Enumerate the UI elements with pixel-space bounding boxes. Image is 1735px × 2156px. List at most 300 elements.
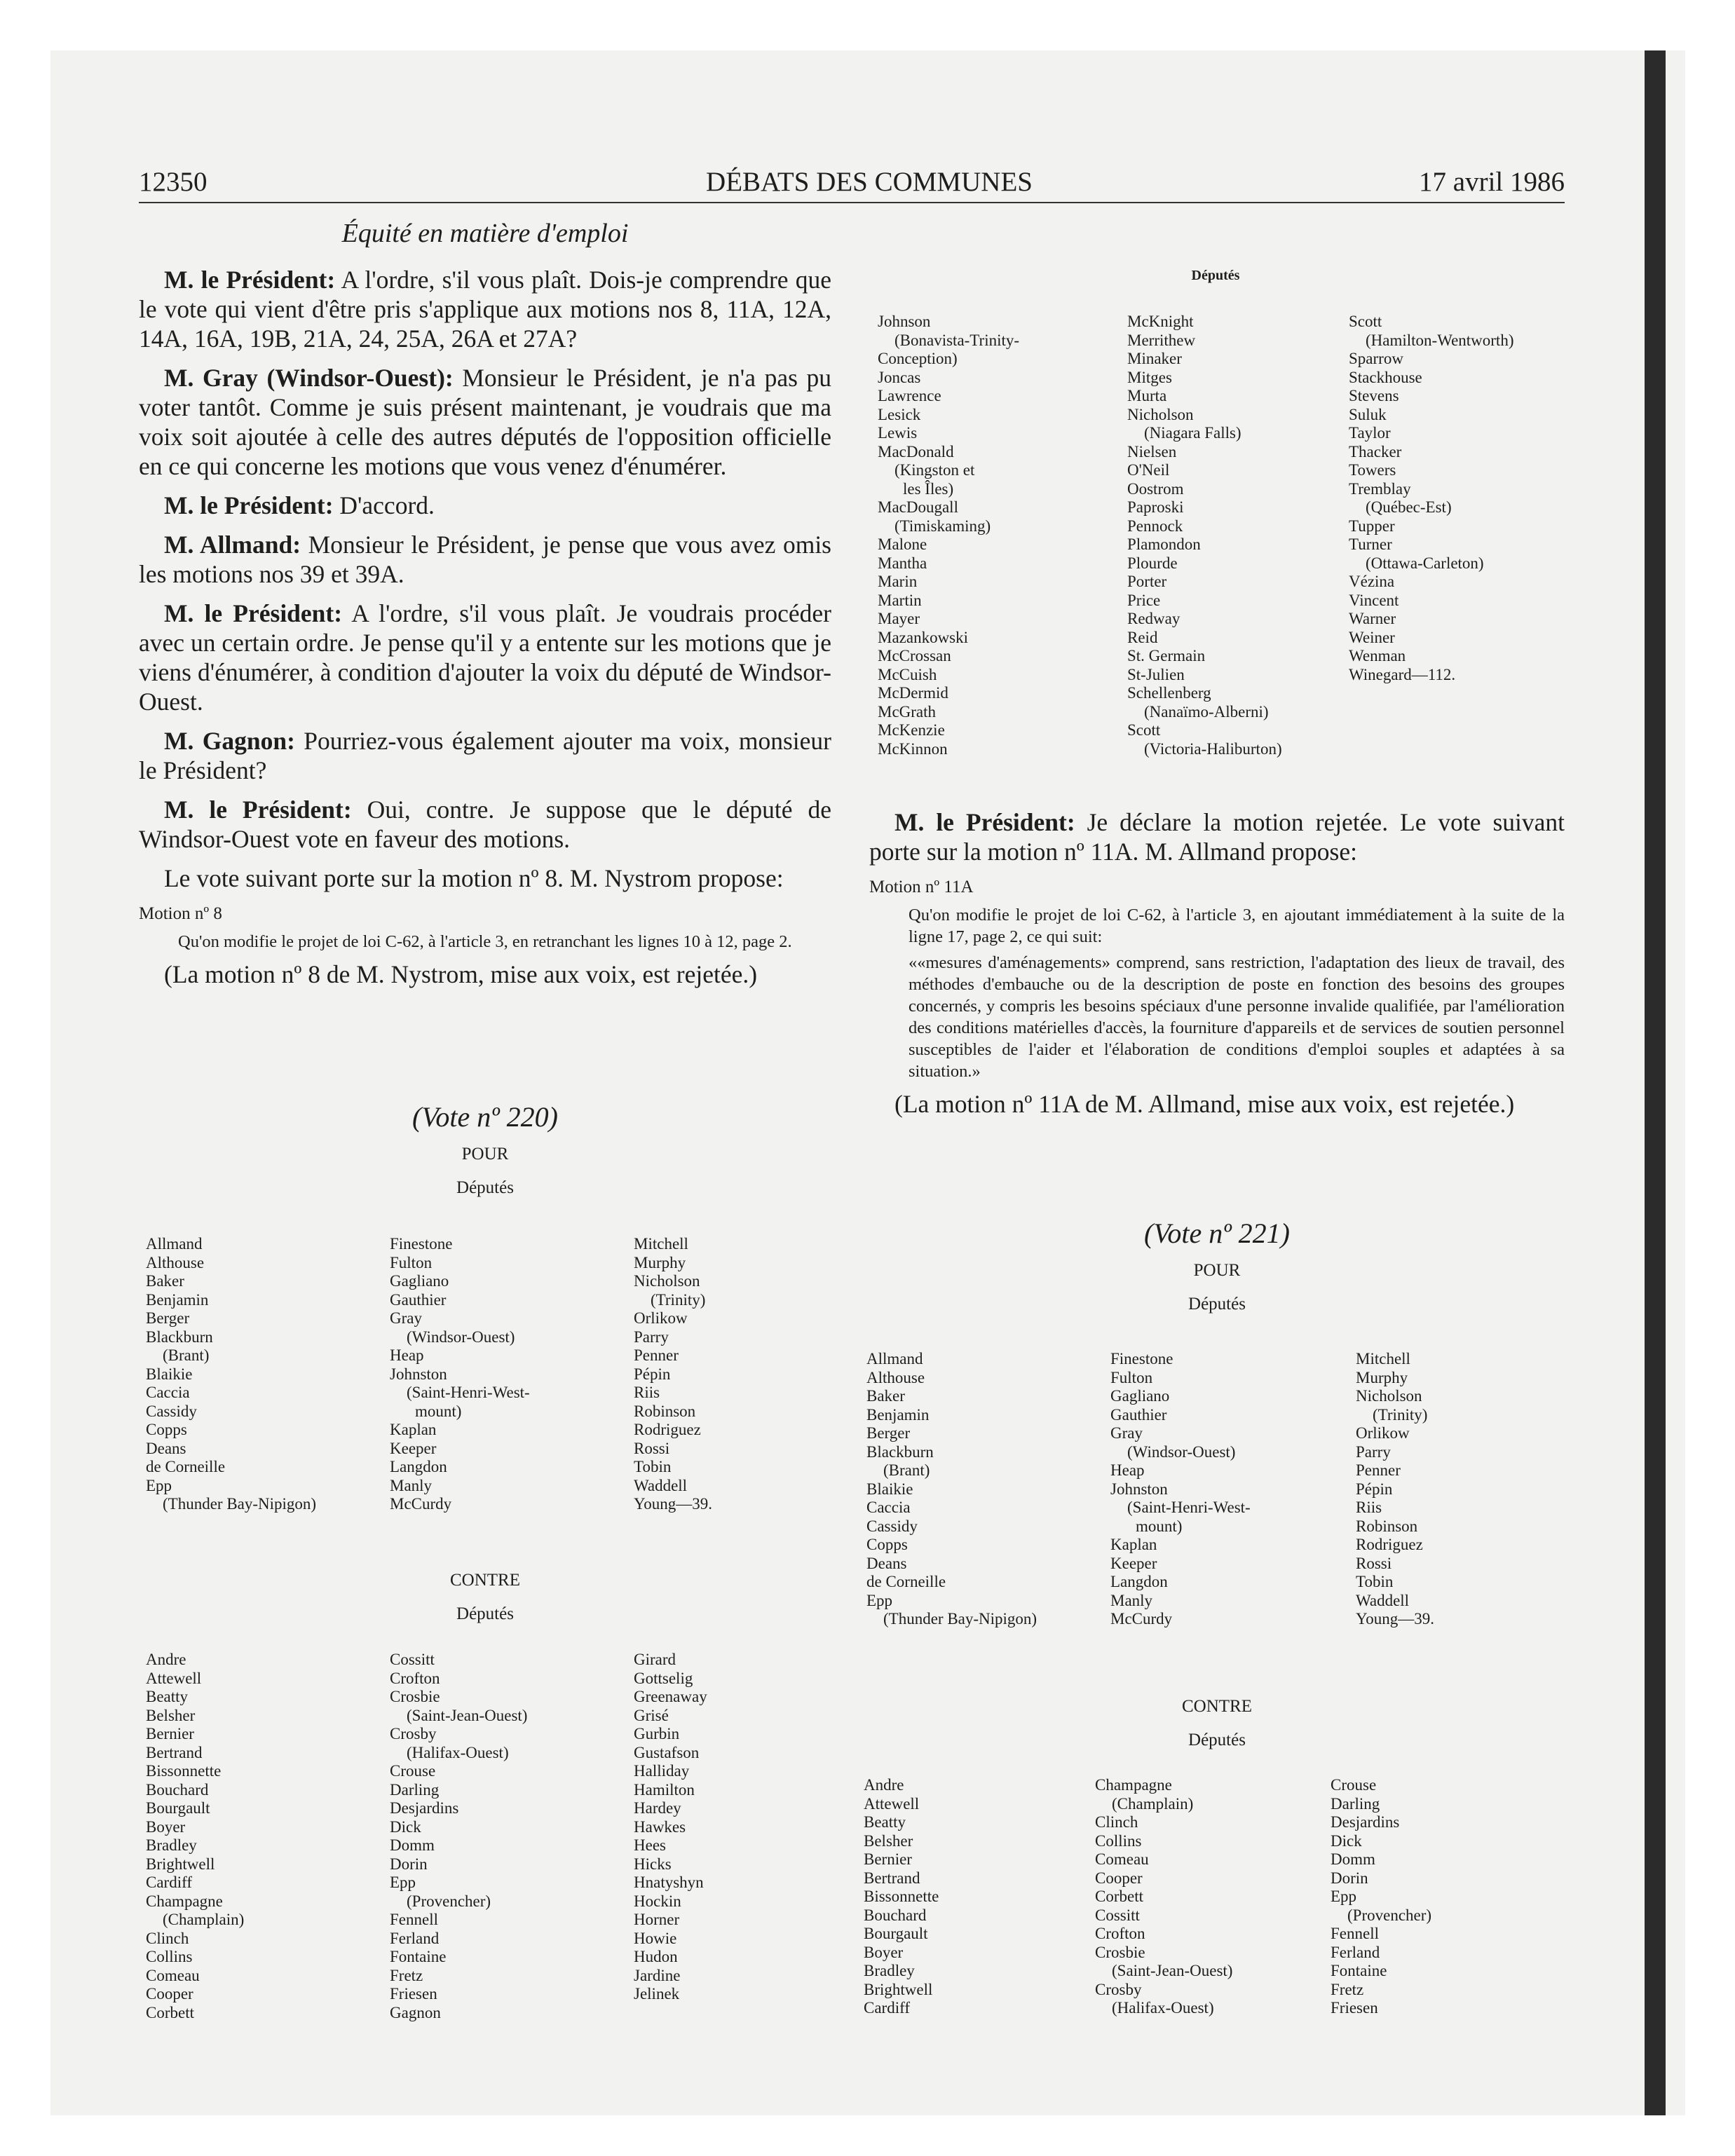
deputy-name: Fretz (390, 1966, 423, 1984)
deputy-name: St-Julien (1127, 665, 1185, 683)
deputy-name: Price (1127, 591, 1161, 609)
deputy-name: Malone (878, 535, 927, 553)
deputy-name: Girard (634, 1651, 676, 1668)
speech (139, 265, 831, 353)
deputy-name: Stevens (1349, 387, 1399, 404)
deputy-name: Darling (390, 1780, 440, 1799)
deputy-name: Domm (1331, 1850, 1375, 1868)
deputy-name: Boyer (146, 1817, 186, 1836)
deputy-name: Orlikow (1356, 1424, 1410, 1442)
vote-221-contre-col-3 (1331, 1776, 1431, 2018)
right-deputes-heading (869, 265, 1562, 286)
deputy-name: Mitges (1127, 368, 1172, 386)
deputes-label: Députés (456, 1178, 514, 1197)
deputy-name: Brightwell (146, 1855, 215, 1873)
speaker: M. le Président: (894, 808, 1075, 836)
deputy-name: Dick (390, 1817, 421, 1836)
deputy-name: McDermid (878, 684, 948, 702)
deputy-name: Mitchell (634, 1235, 688, 1253)
deputy-name: (Saint-Jean-Ouest) (1112, 1962, 1233, 1979)
deputy-name: Heap (390, 1346, 424, 1364)
deputy-name: Pennock (1127, 517, 1183, 535)
deputy-name: Gray (1110, 1424, 1143, 1442)
page-title: DÉBATS DES COMMUNES (706, 167, 1033, 197)
deputy-name: (Saint-Henri-West- (1127, 1499, 1251, 1516)
deputy-name: Vincent (1349, 591, 1399, 609)
deputy-name: Attewell (146, 1669, 202, 1687)
page-number: 12350 (139, 167, 207, 197)
deputy-name: Nicholson (634, 1272, 700, 1290)
deputy-name: Deans (866, 1554, 907, 1572)
deputy-name: Corbett (1095, 1888, 1143, 1905)
speaker: M. le Président: (164, 491, 334, 519)
deputy-name: (Provencher) (1347, 1906, 1432, 1924)
contre-label: CONTRE (1182, 1697, 1252, 1716)
deputy-name: Penner (634, 1346, 679, 1364)
deputy-name: Grisé (634, 1706, 669, 1724)
deputy-name: Bouchard (146, 1780, 209, 1799)
motion-text-paragraph: Qu'on modifie le projet de loi C-62, à l'article 3, en retranchant les lignes 10 à 12, page 2. (178, 932, 792, 951)
deputes-label: Députés (1191, 268, 1240, 283)
deputy-name: O'Neil (1127, 461, 1170, 479)
deputy-name: Boyer (864, 1943, 904, 1961)
deputy-name: Allmand (146, 1235, 203, 1253)
deputy-name: Cassidy (146, 1402, 197, 1420)
pour-label: POUR (1193, 1261, 1241, 1280)
deputy-name: Conception) (878, 350, 958, 367)
deputes-label: Députés (456, 1604, 514, 1623)
deputy-name: Hamilton (634, 1780, 695, 1799)
motion-text (869, 904, 1565, 1082)
vote-220-pour-col-1 (146, 1235, 316, 1514)
deputy-name: Gagliano (390, 1272, 449, 1290)
deputy-name: Rodriguez (634, 1421, 701, 1438)
deputy-name: Dorin (1331, 1869, 1368, 1887)
deputy-name: Paproski (1127, 498, 1184, 516)
speech (139, 864, 831, 893)
deputy-name: Parry (634, 1328, 669, 1346)
deputy-name: Bourgault (864, 1925, 928, 1942)
deputy-name: Cossitt (1095, 1906, 1140, 1924)
deputy-name: Gagnon (390, 2003, 441, 2021)
deputy-name: (Brant) (883, 1461, 930, 1479)
deputy-name: McCurdy (1110, 1610, 1173, 1628)
continued-col-2 (1127, 313, 1282, 758)
deputy-name: St. Germain (1127, 647, 1206, 664)
deputy-name: Gauthier (1110, 1405, 1167, 1424)
speech (139, 363, 831, 481)
speaker: M. Gagnon: (164, 727, 295, 755)
deputy-name: Minaker (1127, 350, 1182, 367)
deputy-name: Joncas (878, 368, 921, 386)
deputy-name: Attewell (864, 1794, 920, 1813)
vote-221-contre-col-2 (1095, 1776, 1232, 2018)
deputy-name: Bouchard (864, 1906, 927, 1924)
deputy-name: Crouse (1331, 1776, 1377, 1794)
deputy-name: Epp (390, 1874, 416, 1891)
deputy-name: Epp (1331, 1888, 1357, 1905)
deputy-name: Stackhouse (1349, 368, 1422, 386)
deputy-name: Tobin (1356, 1573, 1394, 1590)
continued-col-3 (1349, 313, 1513, 684)
deputy-name: Crosbie (390, 1688, 440, 1705)
speech-text: Monsieur le Président, je pense que vous avez omis les motions nos 39 et 39A. (139, 531, 831, 588)
deputy-name: Bertrand (864, 1869, 920, 1887)
deputy-name: Kaplan (390, 1421, 437, 1438)
deputy-name: Mantha (878, 554, 927, 572)
deputy-name: Johnson (878, 313, 931, 330)
deputy-name: Fontaine (1331, 1962, 1387, 1979)
deputy-name: (Saint-Henri-West- (407, 1384, 530, 1401)
deputy-name: Collins (146, 1948, 193, 1965)
deputy-name: Dick (1331, 1831, 1362, 1850)
deputy-name: Allmand (866, 1350, 923, 1367)
deputy-name: Vézina (1349, 573, 1395, 590)
deputy-name: Crosbie (1095, 1943, 1145, 1961)
deputy-name: Hees (634, 1836, 666, 1854)
deputy-name: Cooper (1095, 1869, 1143, 1887)
motion-result: (La motion nº 8 de M. Nystrom, mise aux voix, est rejetée.) (164, 960, 758, 988)
deputy-name: Fulton (390, 1253, 433, 1271)
deputy-name: Oostrom (1127, 479, 1184, 498)
motion-result: (La motion nº 11A de M. Allmand, mise aux voix, est rejetée.) (894, 1090, 1515, 1118)
vote-220-pour-col-2 (390, 1235, 530, 1514)
deputy-name: Beatty (146, 1688, 189, 1705)
deputy-name: Blackburn (146, 1328, 213, 1346)
deputy-name: Friesen (390, 1985, 437, 2003)
deputy-name: Winegard—112. (1349, 665, 1456, 683)
deputy-name: Desjardins (1331, 1813, 1400, 1831)
deputy-name: Ferland (1331, 1943, 1380, 1961)
deputy-name: Comeau (1095, 1850, 1149, 1868)
deputy-name: Crofton (1095, 1925, 1145, 1942)
vote-220-contre-heading (139, 1570, 831, 1625)
deputy-name: Lawrence (878, 387, 941, 404)
deputy-name: (Kingston et (894, 461, 975, 479)
deputy-name: Domm (390, 1836, 435, 1854)
deputy-name: Thacker (1349, 442, 1402, 460)
deputy-name: Greenaway (634, 1688, 707, 1705)
motion-text (139, 931, 831, 953)
deputy-name: (Timiskaming) (894, 517, 991, 535)
deputy-name: Cardiff (864, 1999, 911, 2017)
deputy-name: Brightwell (864, 1980, 933, 1998)
deputy-name: (Trinity) (1373, 1405, 1428, 1424)
left-speeches (139, 265, 831, 893)
deputy-name: Howie (634, 1929, 677, 1947)
deputy-name: Reid (1127, 628, 1158, 646)
deputy-name: Andre (146, 1651, 186, 1668)
speaker: M. le Président: (164, 266, 336, 294)
deputy-name: Jardine (634, 1966, 681, 1984)
deputy-name: Bertrand (146, 1743, 203, 1761)
motion-label: Motion nº 11A (869, 878, 974, 896)
speech-text: Pourriez-vous également ajouter ma voix, monsieur le Président? (139, 727, 832, 784)
deputy-name: Johnston (1110, 1480, 1168, 1498)
deputy-name: Fennell (1331, 1925, 1379, 1942)
deputy-name: Weiner (1349, 628, 1395, 646)
deputy-name: MacDonald (878, 442, 954, 460)
deputy-name: Crosby (390, 1725, 437, 1742)
speech (139, 599, 831, 716)
deputy-name: (Saint-Jean-Ouest) (407, 1706, 528, 1724)
deputy-name: Riis (634, 1384, 660, 1401)
page-date: 17 avril 1986 (1419, 167, 1565, 197)
deputy-name: Turner (1349, 535, 1392, 553)
deputy-name: Gray (390, 1309, 422, 1327)
deputy-name: Rossi (634, 1439, 670, 1457)
speech (869, 807, 1565, 866)
deputy-name: Tupper (1349, 517, 1395, 535)
vote-220-heading (139, 1100, 831, 1199)
deputy-name: Ferland (390, 1929, 440, 1947)
deputy-name: Hockin (634, 1892, 681, 1910)
deputy-name: Porter (1127, 573, 1167, 590)
section-title: Équité en matière d'emploi (341, 219, 629, 248)
deputy-name: Hudon (634, 1948, 678, 1965)
deputy-name: Beatty (864, 1813, 906, 1831)
deputy-name: Parry (1356, 1442, 1391, 1461)
deputy-name: Epp (866, 1591, 893, 1609)
vote-221-contre-col-1 (864, 1776, 939, 2018)
deputy-name: Rodriguez (1356, 1536, 1423, 1553)
deputy-name: Orlikow (634, 1309, 688, 1327)
deputy-name: Scott (1127, 721, 1161, 739)
deputy-name: Riis (1356, 1499, 1382, 1516)
deputy-name: Bissonnette (864, 1888, 939, 1905)
deputy-name: Schellenberg (1127, 684, 1211, 702)
deputy-name: Crouse (390, 1762, 436, 1780)
deputy-name: McCuish (878, 665, 937, 683)
deputy-name: (Victoria-Haliburton) (1144, 739, 1282, 758)
deputy-name: Finestone (390, 1235, 453, 1253)
deputy-name: Manly (390, 1476, 433, 1494)
deputy-name: (Halifax-Ouest) (407, 1743, 509, 1761)
deputy-name: Bradley (864, 1962, 915, 1979)
deputy-name: Fulton (1110, 1368, 1153, 1386)
deputy-name: Johnston (390, 1365, 447, 1383)
deputy-name: Kaplan (1110, 1536, 1157, 1553)
deputy-name: Hawkes (634, 1817, 686, 1836)
scan-edge-strip (1645, 50, 1666, 2115)
deputy-name: Blaikie (866, 1480, 913, 1498)
deputy-name: McGrath (878, 702, 937, 721)
deputy-name: (Niagara Falls) (1144, 424, 1241, 442)
deputy-name: Benjamin (866, 1405, 930, 1424)
deputy-name: Deans (146, 1439, 186, 1457)
deputy-name: Rossi (1356, 1554, 1392, 1572)
deputy-name: Wenman (1349, 647, 1406, 664)
vote-220-contre-col-2 (390, 1651, 527, 2022)
deputy-name: Benjamin (146, 1290, 209, 1309)
speech (139, 530, 831, 589)
speech-text: Le vote suivant porte sur la motion nº 8. M. Nystrom propose: (164, 864, 784, 892)
deputy-name: McCurdy (390, 1495, 452, 1513)
deputy-name: Jelinek (634, 1985, 680, 2003)
deputy-name: Clinch (146, 1929, 189, 1947)
deputy-name: Gottselig (634, 1669, 693, 1687)
deputy-name: Althouse (146, 1253, 205, 1271)
continued-col-1 (878, 313, 1019, 758)
motion-text-paragraph: ««mesures d'aménagements» comprend, sans restriction, l'adaptation des lieux de travail, des méthodes d'embauche ou de la description de poste en fonction des besoins des groupes concernés, y compris les besoins spéciaux d'une personne invalide qualifiée, par l'amélioration des conditions matérielles d'accès, la fourniture d'appareils et de services de soutien personnel susceptibles de l'aider et l'élaboration de conditions d'emploi souples et adaptées à sa situation.» (909, 953, 1565, 1081)
left-column (139, 217, 831, 999)
deputy-name: Cossitt (390, 1651, 435, 1668)
speaker: M. le Président: (164, 599, 343, 627)
deputy-name: McKinnon (878, 739, 948, 758)
right-column (869, 807, 1565, 1128)
deputy-name: Althouse (866, 1368, 925, 1386)
speech-text: Oui, contre. Je suppose que le député de Windsor-Ouest vote en faveur des motions. (139, 796, 832, 853)
deputy-name: Murphy (1356, 1368, 1408, 1386)
deputy-name: Belsher (146, 1706, 196, 1724)
deputy-name: Langdon (390, 1458, 447, 1475)
deputy-name: Gustafson (634, 1743, 700, 1761)
deputy-name: Tremblay (1349, 479, 1411, 498)
deputy-name: Young—39. (634, 1495, 713, 1513)
motion-label: Motion nº 8 (139, 904, 222, 923)
deputy-name: MacDougall (878, 498, 958, 516)
deputy-name: Pépin (1356, 1480, 1393, 1498)
deputy-name: Halliday (634, 1762, 690, 1780)
deputes-label: Députés (1188, 1295, 1246, 1314)
vote-title: (Vote nº 221) (1144, 1217, 1290, 1249)
deputy-name: (Ottawa-Carleton) (1366, 554, 1484, 572)
deputy-name: Waddell (634, 1476, 688, 1494)
deputy-name: (Bonavista-Trinity- (894, 331, 1020, 349)
deputy-name: Lesick (878, 405, 921, 423)
deputy-name: Blackburn (866, 1442, 934, 1461)
deputy-name: (Brant) (163, 1346, 210, 1364)
deputy-name: Finestone (1110, 1350, 1173, 1367)
vote-221-pour-col-2 (1110, 1350, 1251, 1629)
deputy-name: Berger (866, 1424, 911, 1442)
deputy-name: (Trinity) (651, 1290, 706, 1309)
deputy-name: Plourde (1127, 554, 1178, 572)
deputy-name: Bourgault (146, 1799, 210, 1817)
deputy-name: Robinson (1356, 1517, 1418, 1535)
deputy-name: (Thunder Bay-Nipigon) (163, 1495, 317, 1513)
speech (139, 795, 831, 854)
deputy-name: Suluk (1349, 405, 1387, 423)
deputy-name: Crosby (1095, 1980, 1142, 1998)
deputy-name: Mayer (878, 610, 920, 627)
deputy-name: (Hamilton-Wentworth) (1366, 331, 1514, 349)
deputy-name: Marin (878, 573, 918, 590)
deputy-name: Corbett (146, 2003, 194, 2021)
deputy-name: Gurbin (634, 1725, 680, 1742)
deputy-name: (Nanaïmo-Alberni) (1144, 702, 1269, 721)
deputy-name: Penner (1356, 1461, 1401, 1479)
deputy-name: Andre (864, 1776, 904, 1794)
deputy-name: Blaikie (146, 1365, 193, 1383)
deputy-name: Martin (878, 591, 922, 609)
deputy-name: Fennell (390, 1911, 438, 1928)
vote-221-pour-col-3 (1356, 1350, 1434, 1629)
deputy-name: Desjardins (390, 1799, 459, 1817)
deputy-name: Keeper (1110, 1554, 1157, 1572)
deputy-name: Gauthier (390, 1290, 447, 1309)
deputy-name: (Thunder Bay-Nipigon) (883, 1610, 1037, 1628)
deputes-label: Députés (1188, 1731, 1246, 1749)
deputy-name: Keeper (390, 1439, 437, 1457)
deputy-name: Collins (1095, 1831, 1142, 1850)
deputy-name: Baker (146, 1272, 184, 1290)
deputy-name: McKnight (1127, 313, 1194, 330)
vote-220-contre-col-1 (146, 1651, 244, 2022)
deputy-name: Baker (866, 1387, 905, 1405)
deputy-name: Tobin (634, 1458, 672, 1475)
pour-label: POUR (461, 1145, 509, 1164)
deputy-name: Champagne (146, 1892, 223, 1910)
deputy-name: Cooper (146, 1985, 193, 2003)
deputy-name: Redway (1127, 610, 1181, 627)
deputy-name: (Champlain) (163, 1911, 245, 1928)
deputy-name: Merrithew (1127, 331, 1196, 349)
vote-221-contre-heading (869, 1696, 1565, 1751)
vote-220-pour-col-3 (634, 1235, 712, 1514)
deputy-name: Horner (634, 1911, 680, 1928)
deputy-name: Murta (1127, 387, 1167, 404)
vote-221-heading (869, 1217, 1565, 1315)
vote-title: (Vote nº 220) (412, 1101, 558, 1133)
speech-text: D'accord. (339, 491, 435, 519)
deputy-name: Hardey (634, 1799, 681, 1817)
deputy-name: (Québec-Est) (1366, 498, 1452, 516)
motion-text-paragraph: Qu'on modifie le projet de loi C-62, à l'article 3, en ajoutant immédiatement à la suite de la ligne 17, page 2, ce qui suit: (909, 906, 1565, 946)
deputy-name: Warner (1349, 610, 1396, 627)
deputy-name: mount) (415, 1402, 462, 1420)
deputy-name: Manly (1110, 1591, 1153, 1609)
deputy-name: Waddell (1356, 1591, 1410, 1609)
speech-text: Monsieur le Président, je n'a pas pu voter tantôt. Comme je suis présent maintenant, je voudrais que ma voix soit ajoutée à celle des autres députés de l'opposition officielle en ce qui concerne les motions que vous venez d'énumérer. (139, 364, 831, 480)
deputy-name: Crofton (390, 1669, 440, 1687)
deputy-name: Fontaine (390, 1948, 447, 1965)
deputy-name: Murphy (634, 1253, 686, 1271)
vote-220-contre-col-3 (634, 1651, 707, 2004)
header-rule (139, 202, 1565, 203)
deputy-name: Berger (146, 1309, 190, 1327)
deputy-name: (Windsor-Ouest) (407, 1328, 515, 1346)
deputy-name: Robinson (634, 1402, 696, 1420)
deputy-name: Caccia (146, 1384, 190, 1401)
deputy-name: mount) (1136, 1517, 1183, 1535)
deputy-name: Scott (1349, 313, 1382, 330)
deputy-name: Caccia (866, 1499, 911, 1516)
speech-text: A l'ordre, s'il vous plaît. Dois-je comprendre que le vote qui vient d'être pris s'applique aux motions nos 8, 11A, 12A, 14A, 16A, 19B, 21A, 24, 25A, 26A et 27A? (139, 266, 832, 353)
deputy-name: Gagliano (1110, 1387, 1170, 1405)
deputy-name: Hnatyshyn (634, 1874, 704, 1891)
deputy-name: (Windsor-Ouest) (1127, 1442, 1236, 1461)
deputy-name: Bissonnette (146, 1762, 222, 1780)
deputy-name: Nicholson (1356, 1387, 1422, 1405)
deputy-name: Hicks (634, 1855, 672, 1873)
deputy-name: Comeau (146, 1966, 200, 1984)
speaker: M. Allmand: (164, 531, 301, 559)
deputy-name: Cassidy (866, 1517, 918, 1535)
deputy-name: Friesen (1331, 1999, 1378, 2017)
deputy-name: de Corneille (866, 1573, 946, 1590)
speaker: M. Gray (Windsor-Ouest): (164, 364, 454, 392)
deputy-name: Langdon (1110, 1573, 1168, 1590)
deputy-name: Copps (866, 1536, 908, 1553)
deputy-name: Darling (1331, 1794, 1380, 1813)
deputy-name: McKenzie (878, 721, 945, 739)
deputy-name: Sparrow (1349, 350, 1403, 367)
deputy-name: Young—39. (1356, 1610, 1435, 1628)
deputy-name: Nicholson (1127, 405, 1194, 423)
deputy-name: Bernier (864, 1850, 912, 1868)
deputy-name: les Îles) (903, 479, 954, 498)
